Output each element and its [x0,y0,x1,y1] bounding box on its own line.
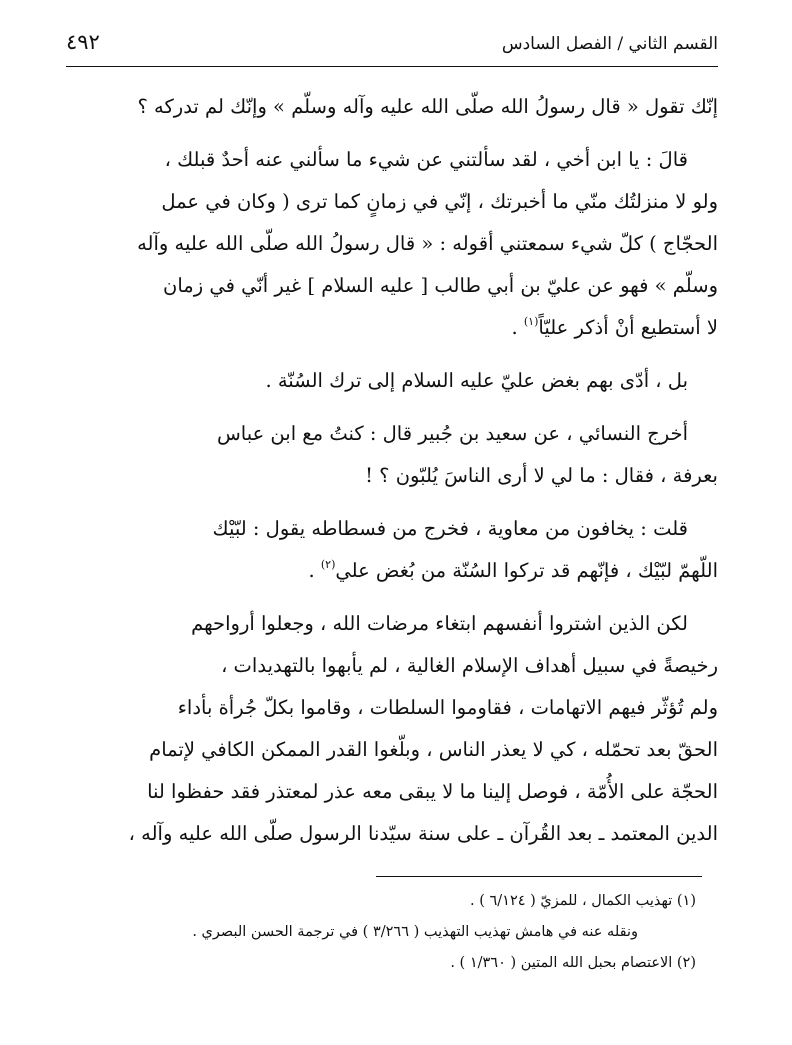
page-header [66,28,718,62]
text-line: الحجّة على الأُمّة ، فوصل إلينا ما لا يبقى معه عذر لمعتذر فقد حفظوا لنا [147,780,718,803]
text-line: رخيصةً في سبيل أهداف الإسلام الغالية ، لم يأبهوا بالتهديدات ، [221,654,718,677]
header-rule [66,66,718,67]
paragraph-5 [66,508,718,592]
footnote-separator [376,876,702,877]
text-line [66,550,718,592]
text-line-content: اللّهمّ لبّيْك ، فإنّهم قد تركوا السُنّة من بُغض علي [335,559,718,582]
text-line: الحقّ بعد تحمّله ، كي لا يعذر الناس ، وبلّغوا القدر الممكن الكافي لإتمام [149,738,718,761]
footnotes [66,886,696,979]
footnote-ref-1: (١) [523,315,539,328]
text-line: ولو لا منزلتُك منّي ما أخبرتك ، إنّي في زمانٍ كما ترى ( وكان في عمل [161,190,718,213]
text-line: أخرج النسائي ، عن سعيد بن جُبير قال : كنتُ مع ابن عباس [216,422,688,445]
text-line-end: . [308,559,321,582]
text-line: بل ، أدّى بهم بغض عليّ عليه السلام إلى ترك السُنّة . [265,369,688,392]
footnote-1-continuation: ونقله عنه في هامش تهذيب التهذيب ( ٣/٢٦٦ ) في ترجمة الحسن البصري . [192,924,638,940]
paragraph-2 [66,139,718,349]
footnote-ref-2: (٢) [320,558,336,571]
text-line-end: . [511,316,524,339]
body-text [66,86,718,866]
paragraph-1 [66,86,718,128]
paragraph-4 [66,413,718,497]
text-line: قالَ : يا ابن أخي ، لقد سألتني عن شيء ما سألني عنه أحدٌ قبلك ، [164,148,688,171]
page-number: ٤٩٢ [66,30,100,54]
text-line: لكن الذين اشتروا أنفسهم ابتغاء مرضات الله ، وجعلوا أرواحهم [191,612,688,635]
paragraph-6 [66,603,718,855]
text-line: الدين المعتمد ـ بعد القُرآن ـ على سنة سيّدنا الرسول صلّى الله عليه وآله ، [128,822,718,845]
paragraph-3 [66,360,718,402]
text-line: ولم تُؤثّر فيهم الاتهامات ، فقاوموا السلطات ، وقاموا بكلّ جُرأة بأداء [177,696,718,719]
text-line: قلت : يخافون من معاوية ، فخرج من فسطاطه يقول : لبّيْك [212,517,688,540]
footnote-1: (١) تهذيب الكمال ، للمزيّ ( ٦/١٢٤ ) . [470,893,696,909]
text-line: وسلّم » فهو عن عليّ بن أبي طالب [ عليه السلام ] غير أنّي في زمان [163,274,718,297]
running-header-title: القسم الثاني / الفصل السادس [501,34,718,54]
text-line: بعرفة ، فقال : ما لي لا أرى الناسَ يُلبّون ؟ ! [365,464,718,487]
footnote-2: (٢) الاعتصام بحبل الله المتين ( ١/٣٦٠ ) . [450,955,696,971]
text-line: الحجّاج ) كلّ شيء سمعتني أقوله : « قال رسولُ الله صلّى الله عليه وآله [137,232,718,255]
text-line: إنّك تقول « قال رسولُ الله صلّى الله عليه وآله وسلّم » وإنّك لم تدركه ؟ [137,95,718,118]
text-line [66,307,718,349]
text-line-content: لا أستطيع أنْ أذكر عليّاً [538,316,718,339]
